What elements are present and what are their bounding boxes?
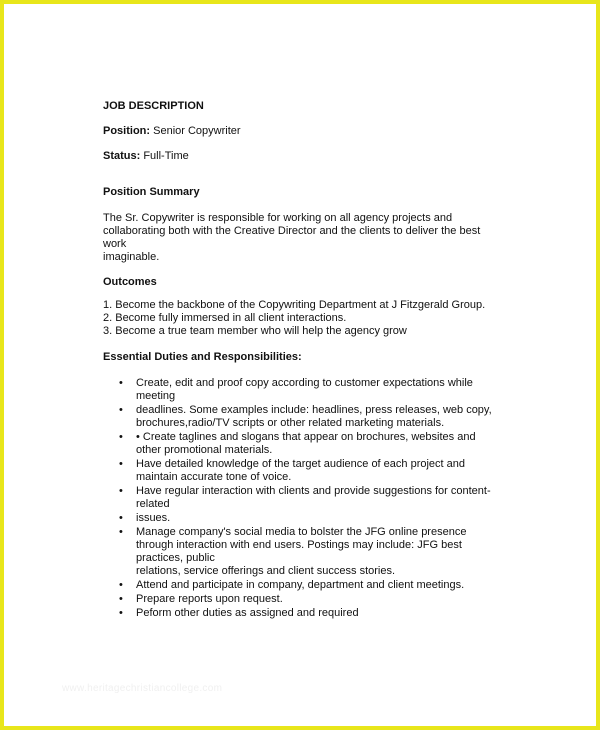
bullet-icon: •: [119, 512, 123, 524]
bullet-icon: •: [119, 579, 123, 591]
duty-line: meeting: [136, 390, 176, 402]
duty-line: issues.: [136, 512, 171, 524]
duty-line: deadlines. Some examples include: headlines, press releases, web copy,: [136, 404, 492, 416]
duty-line: Peform other duties as assigned and required: [136, 607, 359, 619]
duty-line: maintain accurate tone of voice.: [136, 471, 292, 483]
summary-line: work: [103, 238, 127, 250]
status-value: Full-Time: [140, 150, 189, 162]
duty-item: [119, 485, 508, 511]
duty-item: [119, 526, 508, 578]
duty-line: relations, service offerings and client success stories.: [136, 565, 396, 577]
duty-line: Have regular interaction with clients and provide suggestions for content-: [136, 485, 491, 497]
duty-line: other promotional materials.: [136, 444, 273, 456]
duty-item: [119, 458, 508, 484]
document-content: [103, 100, 508, 631]
outcome-item: 2. Become fully immersed in all client interactions.: [103, 312, 347, 324]
summary-line: collaborating both with the Creative Director and the clients to deliver the best: [103, 225, 481, 237]
position-value: Senior Copywriter: [150, 125, 241, 137]
outcome-item: 3. Become a true team member who will help the agency grow: [103, 325, 407, 337]
bullet-icon: •: [119, 593, 123, 605]
duty-item: [119, 607, 508, 620]
duty-line: related: [136, 498, 170, 510]
duty-item: [119, 377, 508, 403]
summary-heading: Position Summary: [103, 186, 200, 198]
status-field: [103, 150, 508, 163]
duty-line: Manage company's social media to bolster the JFG online presence: [136, 526, 467, 538]
duty-line: practices, public: [136, 552, 215, 564]
duties-heading: Essential Duties and Responsibilities:: [103, 351, 302, 363]
duty-line: through interaction with end users. Postings may include: JFG best: [136, 539, 462, 551]
summary-line: The Sr. Copywriter is responsible for working on all agency projects and: [103, 212, 453, 224]
summary-line: imaginable.: [103, 251, 160, 263]
duty-item: [119, 593, 508, 606]
duty-line: Prepare reports upon request.: [136, 593, 283, 605]
duty-item: [119, 512, 508, 525]
status-label: Status:: [103, 150, 141, 162]
bullet-icon: •: [119, 377, 123, 389]
bullet-icon: •: [119, 607, 123, 619]
document-title: JOB DESCRIPTION: [103, 100, 204, 112]
duty-item: [119, 431, 508, 457]
bullet-icon: •: [119, 485, 123, 497]
duty-line: Have detailed knowledge of the target audience of each project and: [136, 458, 466, 470]
duty-item: [119, 579, 508, 592]
position-field: [103, 125, 508, 138]
bullet-icon: •: [119, 458, 123, 470]
bullet-icon: •: [119, 404, 123, 416]
duty-line: brochures,radio/TV scripts or other related marketing materials.: [136, 417, 445, 429]
position-label: Position:: [103, 125, 151, 137]
duty-item: [119, 404, 508, 430]
bullet-icon: •: [119, 526, 123, 538]
duty-line: • Create taglines and slogans that appear on brochures, websites and: [136, 431, 476, 443]
watermark-text: www.heritagechristiancollege.com: [62, 683, 223, 694]
duty-line: Create, edit and proof copy according to customer expectations while: [136, 377, 473, 389]
outcomes-heading: Outcomes: [103, 276, 157, 288]
outcomes-list: [103, 299, 508, 338]
duty-line: Attend and participate in company, department and client meetings.: [136, 579, 465, 591]
summary-paragraph: [103, 212, 508, 264]
bullet-icon: •: [119, 431, 123, 443]
duties-list: [119, 377, 508, 620]
outcome-item: 1. Become the backbone of the Copywriting Department at J Fitzgerald Group.: [103, 299, 486, 311]
